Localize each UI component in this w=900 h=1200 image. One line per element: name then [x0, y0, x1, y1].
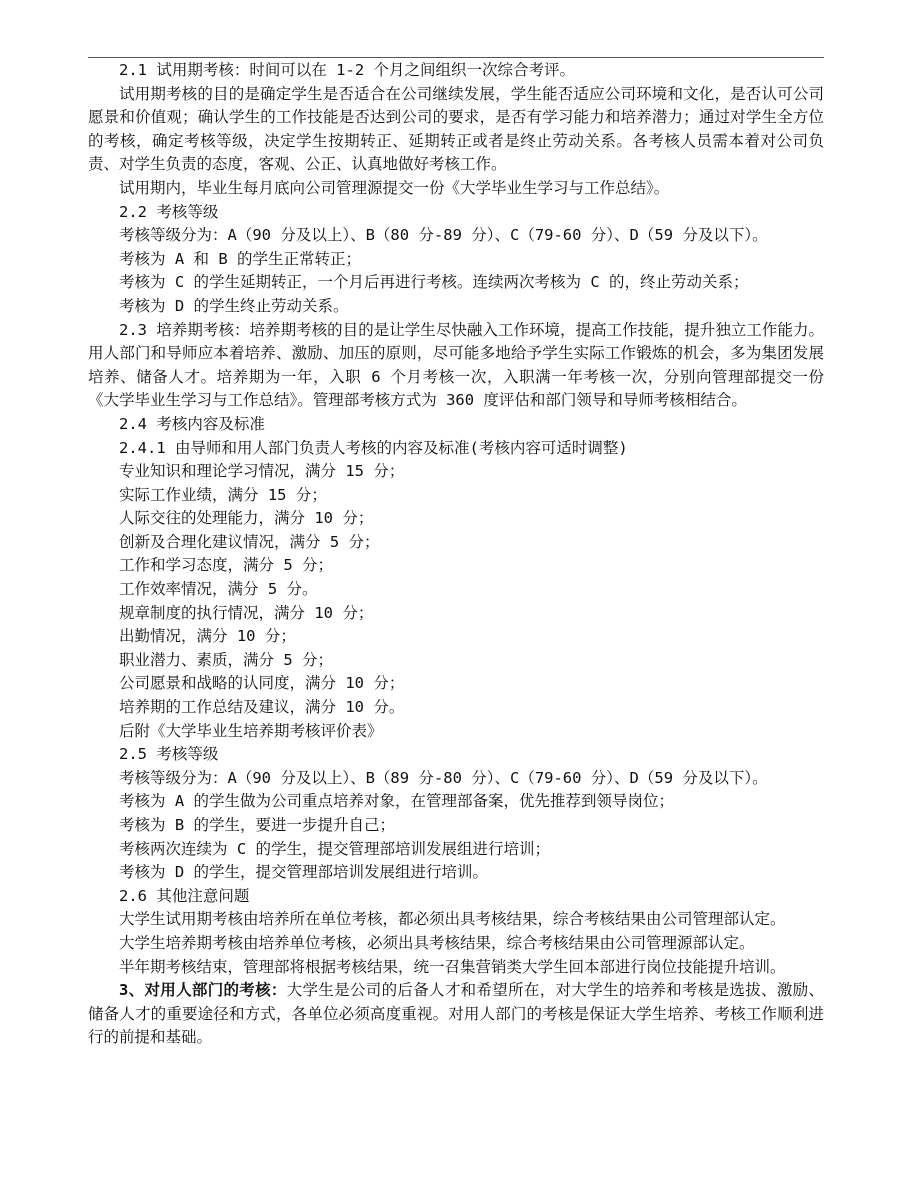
paragraph: 考核为 B 的学生，要进一步提升自己； [119, 816, 395, 834]
paragraph: 2.3 培养期考核：培养期考核的目的是让学生尽快融入工作环境，提高工作技能，提升独立工作能力。用人部门和导师应本着培养、激励、加压的原则，尽可能多地给予学生实际工作锻炼的机会，多为集团发展培养、储备人才。培养期为一年，入职 6 个月考核一次，入职满一年考核一次，分别向管理部提交一份《大学毕业生学习与工作总结》。管理部考核方式为 360 度评估和部门领导和导师考核相结合。 [88, 320, 824, 410]
final-paragraph-text: 大学生是公司的后备人才和希望所在，对大学生的培养和考核是选拔、激励、储备人才的重要途径和方式，各单位必须高度重视。对用人部门的考核是保证大学生培养、考核工作顺利进行的前提和基础。 [88, 981, 824, 1047]
list-item: 工作效率情况，满分 5 分。 [119, 580, 318, 599]
final-paragraph [88, 979, 824, 1050]
paragraph: 大学生试用期考核由培养所在单位考核，都必须出具考核结果，综合考核结果由公司管理部认定。 [119, 910, 786, 929]
paragraph: 2.1 试用期考核：时间可以在 1-2 个月之间组织一次综合考评。 [119, 61, 575, 79]
list-item: 创新及合理化建议情况，满分 5 分； [119, 532, 380, 551]
paragraph: 半年期考核结束，管理部将根据考核结果，统一召集营销类大学生回本部进行岗位技能提升培训。 [119, 957, 786, 976]
list-item: 出勤情况，满分 10 分； [119, 627, 296, 646]
list-item: 人际交往的处理能力，满分 10 分； [119, 509, 374, 528]
list-item: 职业潜力、素质，满分 5 分； [119, 650, 333, 669]
paragraph: 后附《大学毕业生培养期考核评价表》 [119, 721, 383, 740]
paragraph: 考核为 A 的学生做为公司重点培养对象，在管理部备案，优先推荐到领导岗位； [119, 792, 674, 811]
list-item: 培养期的工作总结及建议，满分 10 分。 [119, 698, 405, 717]
paragraph: 大学生培养期考核由培养单位考核，必须出具考核结果，综合考核结果由公司管理源部认定。 [119, 933, 755, 952]
section-heading: 2.6 其他注意问题 [119, 886, 250, 905]
section-heading: 2.5 考核等级 [119, 745, 219, 764]
document-body [88, 59, 824, 1050]
section-heading: 2.2 考核等级 [119, 202, 219, 221]
list-item: 专业知识和理论学习情况，满分 15 分； [119, 462, 405, 481]
document-page [88, 0, 824, 1200]
list-item: 公司愿景和战略的认同度，满分 10 分； [119, 674, 405, 693]
paragraph: 试用期考核的目的是确定学生是否适合在公司继续发展，学生能否适应公司环境和文化，是否认可公司愿景和价值观；确认学生的工作技能是否达到公司的要求，是否有学习能力和培养潜力；通过对学生全方位的考核，确定考核等级，决定学生按期转正、延期转正或者是终止劳动关系。各考核人员需本着对公司负责、对学生负责的态度，客观、公正、认真地做好考核工作。 [88, 84, 824, 174]
paragraph: 考核为 D 的学生终止劳动关系。 [119, 296, 349, 315]
final-paragraph-bold: 3、对用人部门的考核： [119, 981, 287, 1000]
paragraph: 考核为 C 的学生延期转正，一个月后再进行考核。连续两次考核为 C 的，终止劳动关系； [119, 273, 749, 292]
paragraph: 考核等级分为：A（90 分及以上）、B（80 分-89 分）、C（79-60 分）、D（59 分及以下）。 [119, 226, 768, 245]
section-heading: 2.4 考核内容及标准 [119, 414, 265, 433]
list-item: 实际工作业绩，满分 15 分； [119, 485, 327, 504]
header-rule [88, 57, 824, 58]
paragraph: 考核两次连续为 C 的学生，提交管理部培训发展组进行培训； [119, 839, 550, 858]
paragraph: 考核等级分为：A（90 分及以上）、B（89 分-80 分）、C（79-60 分）、D（59 分及以下）。 [119, 768, 768, 787]
list-item: 工作和学习态度，满分 5 分； [119, 556, 333, 575]
section-heading: 2.4.1 由导师和用人部门负责人考核的内容及标准(考核内容可适时调整) [119, 438, 628, 457]
paragraph: 考核为 A 和 B 的学生正常转正； [119, 249, 361, 268]
list-item: 规章制度的执行情况，满分 10 分； [119, 603, 374, 622]
paragraph: 考核为 D 的学生，提交管理部培训发展组进行培训。 [119, 863, 488, 882]
paragraph: 试用期内，毕业生每月底向公司管理源提交一份《大学毕业生学习与工作总结》。 [119, 178, 670, 197]
